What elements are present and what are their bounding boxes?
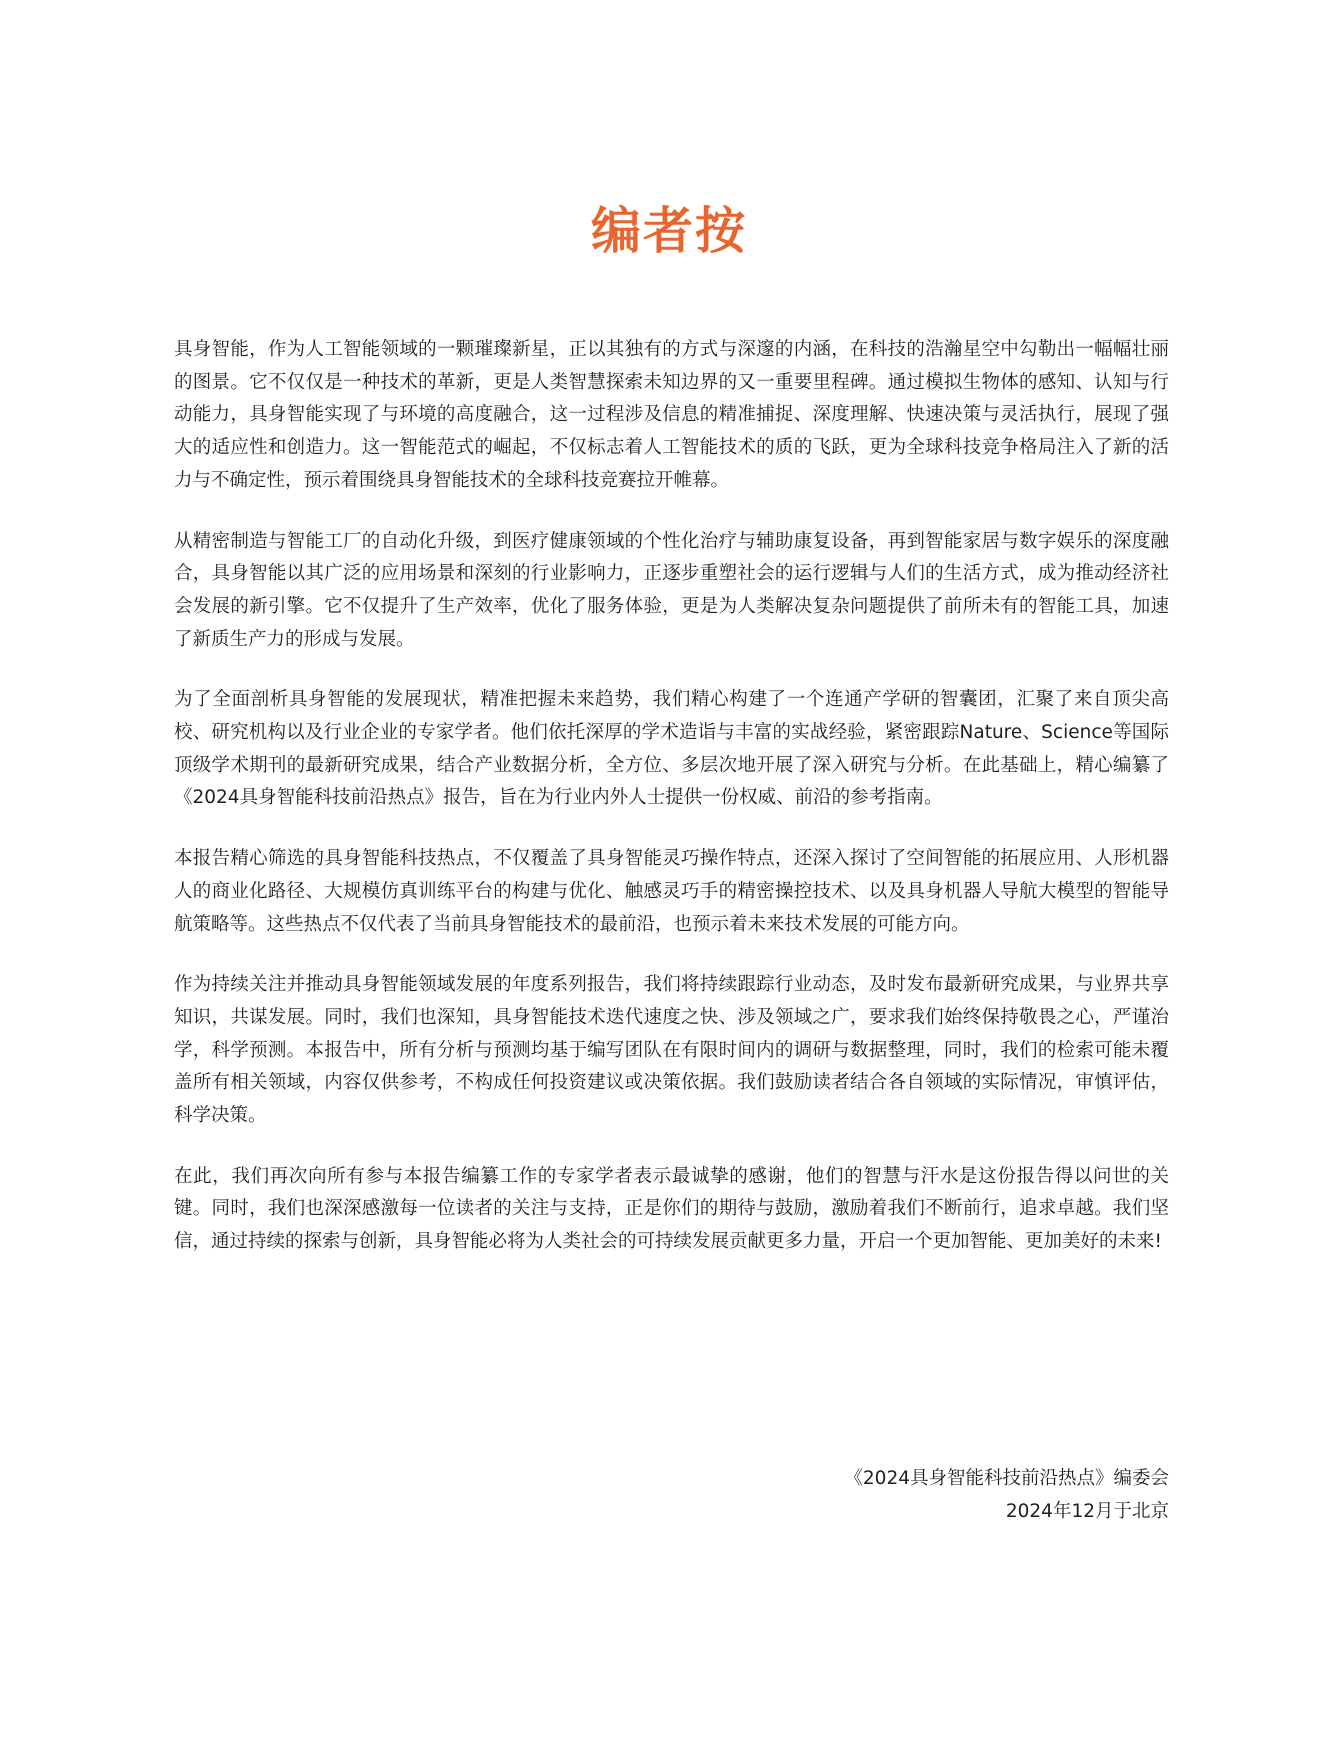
paragraph-4: 本报告精心筛选的具身智能科技热点，不仅覆盖了具身智能灵巧操作特点，还深入探讨了空间智能的拓展应用、人形机器人的商业化路径、大规模仿真训练平台的构建与优化、触感灵巧手的精密操控技术、以及具身机器人导航大模型的智能导航策略等。这些热点不仅代表了当前具身智能技术的最前沿，也预示着未来技术发展的可能方向。 [174, 848, 1169, 935]
paragraph-3: 为了全面剖析具身智能的发展现状，精准把握未来趋势，我们精心构建了一个连通产学研的智囊团，汇聚了来自顶尖高校、研究机构以及行业企业的专家学者。他们依托深厚的学术造诣与丰富的实战经验，紧密跟踪Nature、Science等国际顶级学术期刊的最新研究成果，结合产业数据分析，全方位、多层次地开展了深入研究与分析。在此基础上，精心编纂了《2024具身智能科技前沿热点》报告，旨在为行业内外人士提供一份权威、前沿的参考指南。 [174, 689, 1169, 809]
signature-date: 2024年12月于北京 [1005, 1501, 1169, 1522]
paragraph-6: 在此，我们再次向所有参与本报告编纂工作的专家学者表示最诚挚的感谢，他们的智慧与汗水是这份报告得以问世的关键。同时，我们也深深感激每一位读者的关注与支持，正是你们的期待与鼓励，激励着我们不断前行，追求卓越。我们坚信，通过持续的探索与创新，具身智能必将为人类社会的可持续发展贡献更多力量，开启一个更加智能、更加美好的未来! [174, 1165, 1169, 1253]
paragraph-5: 作为持续关注并推动具身智能领域发展的年度系列报告，我们将持续跟踪行业动态，及时发布最新研究成果，与业界共享知识，共谋发展。同时，我们也深知，具身智能技术迭代速度之快、涉及领域之广，要求我们始终保持敬畏之心，严谨治学，科学预测。本报告中，所有分析与预测均基于编写团队在有限时间内的调研与数据整理，同时，我们的检索可能未覆盖所有相关领域，内容仅供参考，不构成任何投资建议或决策依据。我们鼓励读者结合各自领域的实际情况，审慎评估，科学决策。 [174, 974, 1169, 1127]
signature-committee: 《2024具身智能科技前沿热点》编委会 [844, 1468, 1169, 1489]
signature-block [174, 1462, 1169, 1528]
page-title: 编者按 [591, 201, 747, 260]
paragraph-2: 从精密制造与智能工厂的自动化升级，到医疗健康领域的个性化治疗与辅助康复设备，再到智能家居与数字娱乐的深度融合，具身智能以其广泛的应用场景和深刻的行业影响力，正逐步重塑社会的运行逻辑与人们的生活方式，成为推动经济社会发展的新引擎。它不仅提升了生产效率，优化了服务体验，更是为人类解决复杂问题提供了前所未有的智能工具，加速了新质生产力的形成与发展。 [174, 530, 1169, 650]
body-text [174, 334, 1169, 1287]
paragraph-1: 具身智能，作为人工智能领域的一颗璀璨新星，正以其独有的方式与深邃的内涵，在科技的浩瀚星空中勾勒出一幅幅壮丽的图景。它不仅仅是一种技术的革新，更是人类智慧探索未知边界的又一重要里程碑。通过模拟生物体的感知、认知与行动能力，具身智能实现了与环境的高度融合，这一过程涉及信息的精准捕捉、深度理解、快速决策与灵活执行，展现了强大的适应性和创造力。这一智能范式的崛起，不仅标志着人工智能技术的质的飞跃，更为全球科技竞争格局注入了新的活力与不确定性，预示着围绕具身智能技术的全球科技竞赛拉开帷幕。 [174, 339, 1169, 491]
